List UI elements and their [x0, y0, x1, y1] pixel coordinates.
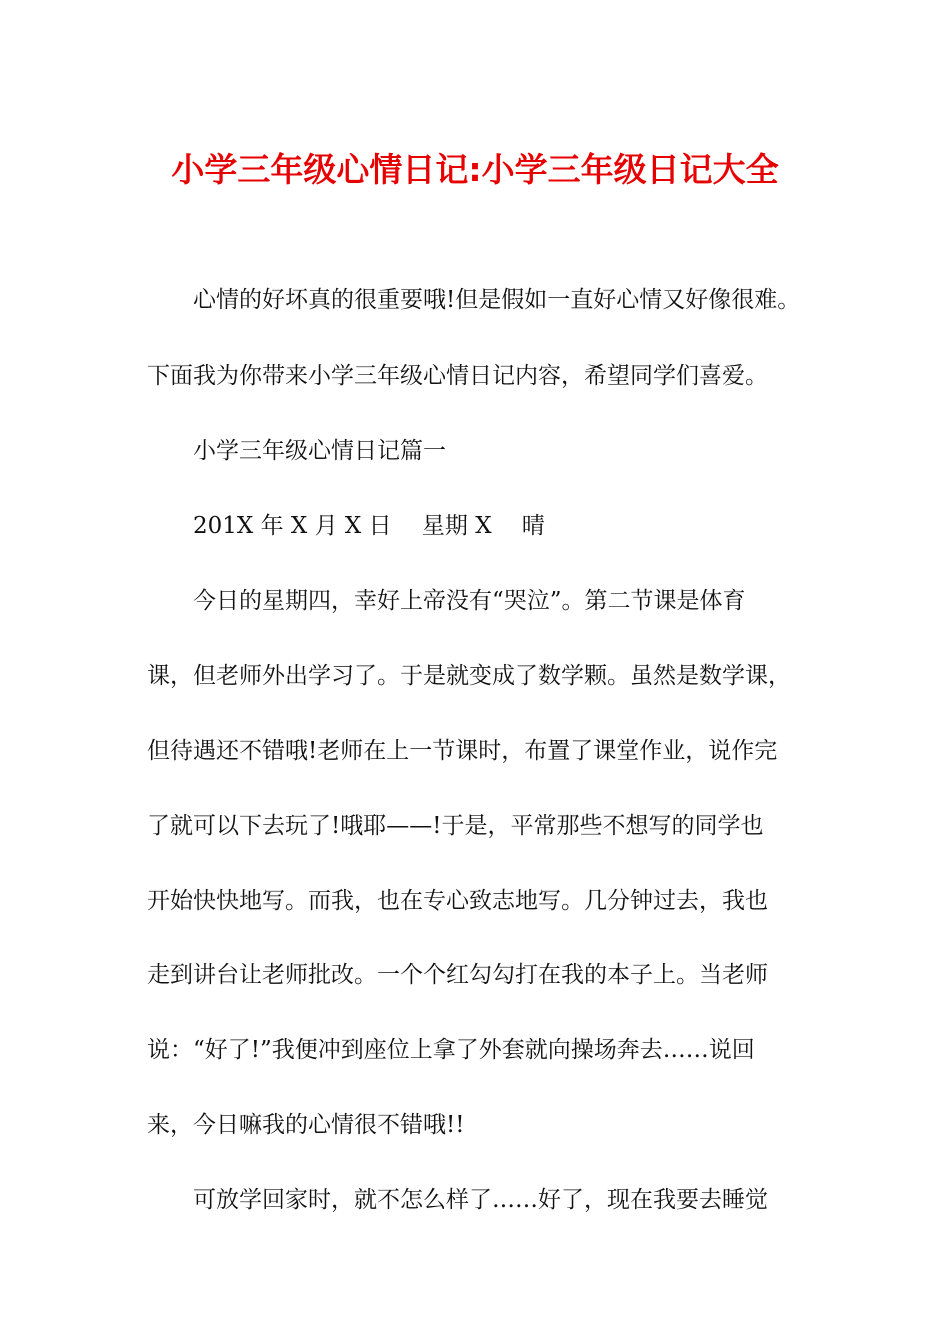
section-heading: 小学三年级心情日记篇一 — [193, 438, 446, 464]
paragraph-line: 开始快快地写。而我，也在专心致志地写。几分钟过去，我也 — [147, 888, 768, 914]
paragraph-line: 今日的星期四，幸好上帝没有“哭泣”。第二节课是体育 — [193, 588, 746, 614]
paragraph-line: 课，但老师外出学习了。于是就变成了数学颗。虽然是数学课， — [147, 663, 791, 689]
paragraph-line: 了就可以下去玩了!哦耶——!于是，平常那些不想写的同学也 — [147, 813, 764, 839]
paragraph-line: 走到讲台让老师批改。一个个红勾勾打在我的本子上。当老师 — [147, 962, 768, 988]
paragraph-line: 可放学回家时，就不怎么样了……好了，现在我要去睡觉 — [193, 1187, 768, 1213]
paragraph-line: 下面我为你带来小学三年级心情日记内容，希望同学们喜爱。 — [147, 363, 768, 389]
paragraph-line: 说：“好了!”我便冲到座位上拿了外套就向操场奔去……说回 — [147, 1037, 755, 1063]
diary-date-line: 201X 年 X 月 X 日 星期 X 晴 — [193, 513, 545, 539]
paragraph-line: 心情的好坏真的很重要哦!但是假如一直好心情又好像很难。 — [193, 287, 801, 313]
paragraph-line: 但待遇还不错哦!老师在上一节课时，布置了课堂作业，说作完 — [147, 738, 778, 764]
document-title: 小学三年级心情日记:小学三年级日记大全 — [171, 150, 779, 189]
paragraph-line: 来，今日嘛我的心情很不错哦!! — [147, 1112, 465, 1138]
